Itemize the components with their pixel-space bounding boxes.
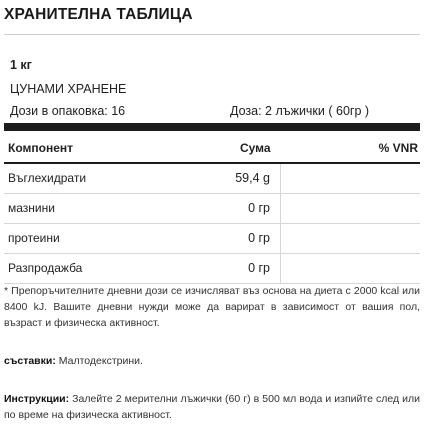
table-header bbox=[4, 141, 420, 161]
column-divider bbox=[280, 254, 281, 283]
product-name: ЦУНАМИ ХРАНЕНЕ bbox=[10, 82, 127, 96]
title-divider bbox=[4, 34, 420, 35]
table-row bbox=[4, 164, 420, 194]
table-row bbox=[4, 224, 420, 254]
thick-divider bbox=[4, 123, 420, 131]
column-divider bbox=[280, 164, 281, 193]
row-amount: 59,4 g bbox=[235, 171, 270, 185]
header-component: Компонент bbox=[8, 141, 73, 155]
instructions bbox=[4, 391, 420, 423]
servings-per-pack: Дози в опаковка: 16 bbox=[10, 104, 126, 118]
instructions-label: Инструкции: bbox=[4, 393, 70, 405]
ingredients bbox=[4, 355, 143, 367]
package-weight: 1 кг bbox=[10, 58, 32, 72]
daily-value-note: * Препоръчителните дневни дози се изчисляват въз основа на диета с 2000 kcal или 8400 kJ. Вашите дневни нужди може да варират в зависимост от вашия пол, възраст и физическа активност. bbox=[4, 285, 420, 329]
header-amount: Сума bbox=[240, 141, 271, 155]
row-name: мазнини bbox=[8, 201, 55, 215]
row-name: протеини bbox=[8, 231, 60, 245]
row-name: Въглехидрати bbox=[8, 171, 87, 185]
table-row bbox=[4, 194, 420, 224]
ingredients-text: Малтодекстрини. bbox=[55, 355, 143, 367]
table-row bbox=[4, 254, 420, 284]
column-divider bbox=[280, 224, 281, 253]
column-divider bbox=[280, 194, 281, 223]
instructions-text: Залейте 2 мерителни лъжички (60 г) в 500 мл вода и изпийте след или по време на физическа активност. bbox=[4, 393, 420, 421]
header-vnr: % VNR bbox=[378, 141, 418, 155]
row-name: Разпродажба bbox=[8, 261, 83, 275]
row-amount: 0 гр bbox=[248, 231, 270, 245]
row-amount: 0 гр bbox=[248, 201, 270, 215]
row-amount: 0 гр bbox=[248, 261, 270, 275]
ingredients-label: съставки: bbox=[4, 355, 56, 367]
page-title: ХРАНИТЕЛНА ТАБЛИЦА bbox=[4, 6, 193, 23]
serving-size: Доза: 2 лъжички ( 60гр ) bbox=[230, 104, 370, 118]
